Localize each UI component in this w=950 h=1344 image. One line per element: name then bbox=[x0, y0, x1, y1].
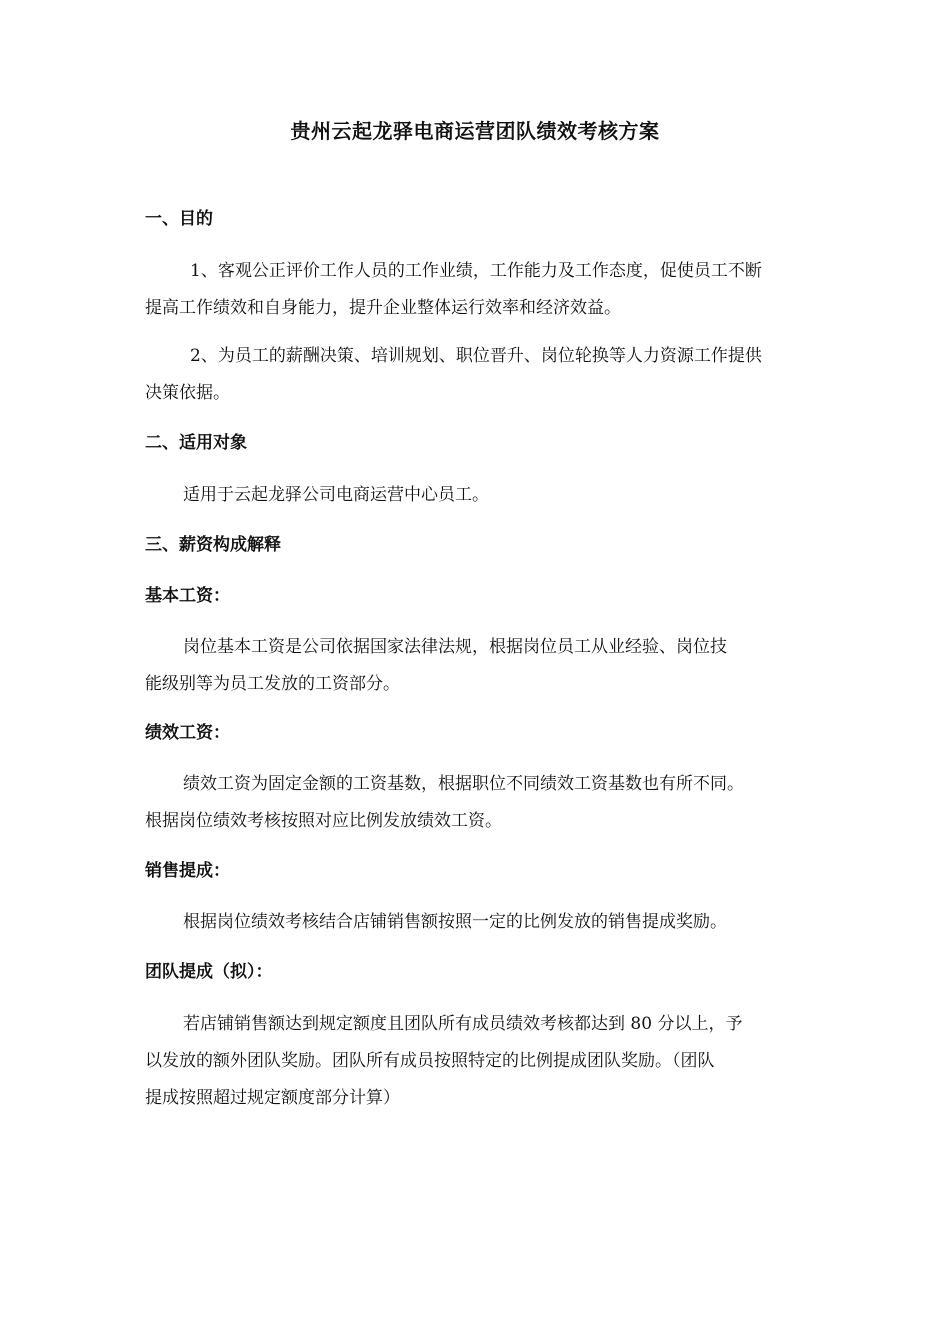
purpose-item-1-line-1: 1、客观公正评价工作人员的工作业绩，工作能力及工作态度，促使员工不断 bbox=[190, 261, 762, 281]
performance-salary-line-2: 根据岗位绩效考核按照对应比例发放绩效工资。 bbox=[145, 811, 502, 831]
purpose-item-2 bbox=[145, 338, 845, 412]
section-heading-scope: 二、适用对象 bbox=[145, 433, 247, 453]
team-commission-line-2: 以发放的额外团队奖励。团队所有成员按照特定的比例提成团队奖励。（团队 bbox=[145, 1051, 715, 1071]
base-salary-line-2: 能级别等为员工发放的工资部分。 bbox=[145, 674, 400, 694]
subheading-base-salary: 基本工资： bbox=[145, 586, 230, 606]
team-commission-line-3: 提成按照超过规定额度部分计算） bbox=[145, 1088, 400, 1108]
base-salary-paragraph bbox=[145, 629, 845, 703]
purpose-item-2-line-2: 决策依据。 bbox=[145, 383, 230, 403]
team-commission-line-1: 若店铺销售额达到规定额度且团队所有成员绩效考核都达到 80 分以上，予 bbox=[183, 1014, 743, 1034]
sales-commission-line-1: 根据岗位绩效考核结合店铺销售额按照一定的比例发放的销售提成奖励。 bbox=[183, 912, 727, 932]
scope-paragraph bbox=[145, 477, 845, 514]
purpose-item-2-line-1: 2、为员工的薪酬决策、培训规划、职位晋升、岗位轮换等人力资源工作提供 bbox=[190, 346, 762, 366]
performance-salary-paragraph bbox=[145, 766, 845, 840]
subheading-performance-salary: 绩效工资： bbox=[145, 723, 230, 743]
base-salary-line-1: 岗位基本工资是公司依据国家法律法规，根据岗位员工从业经验、岗位技 bbox=[183, 637, 727, 657]
purpose-item-1-line-2: 提高工作绩效和自身能力，提升企业整体运行效率和经济效益。 bbox=[145, 298, 621, 318]
section-heading-salary: 三、薪资构成解释 bbox=[145, 535, 281, 555]
team-commission-paragraph bbox=[145, 1006, 845, 1117]
section-heading-purpose: 一、目的 bbox=[145, 209, 213, 229]
sales-commission-paragraph bbox=[145, 904, 845, 941]
subheading-sales-commission: 销售提成： bbox=[145, 861, 230, 881]
scope-text: 适用于云起龙驿公司电商运营中心员工。 bbox=[183, 485, 489, 505]
subheading-team-commission: 团队提成（拟）： bbox=[145, 962, 273, 982]
performance-salary-line-1: 绩效工资为固定金额的工资基数，根据职位不同绩效工资基数也有所不同。 bbox=[183, 774, 744, 794]
document-title: 贵州云起龙驿电商运营团队绩效考核方案 bbox=[290, 119, 660, 143]
purpose-item-1 bbox=[145, 253, 845, 327]
